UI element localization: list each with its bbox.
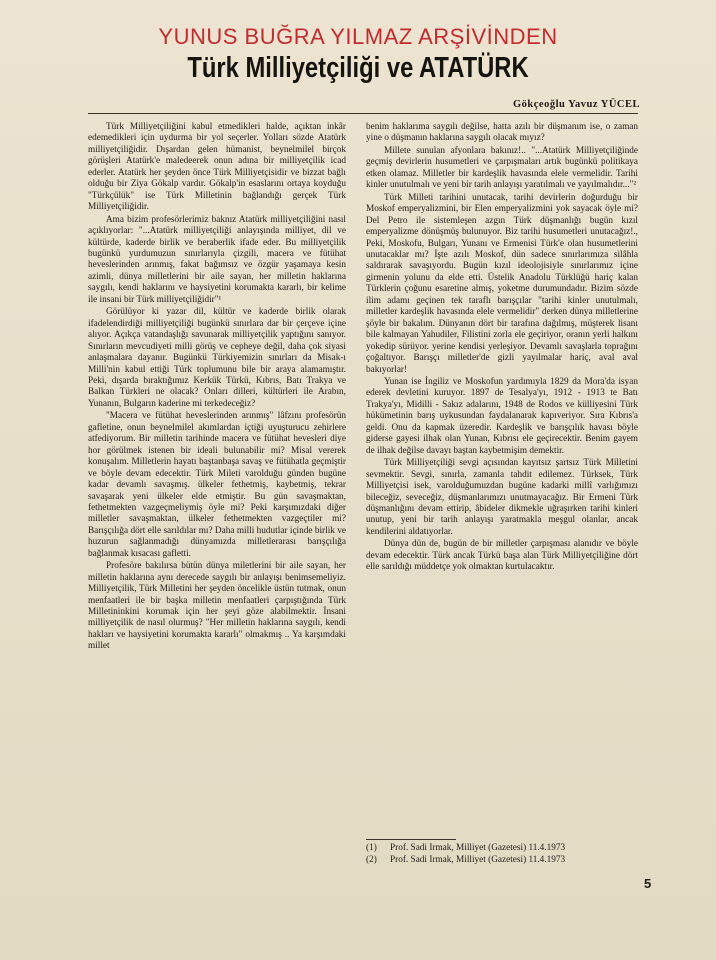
paragraph: Görülüyor ki yazar dil, kültür ve kaderde birlik olarak ifadelendirdiği milliyetçiliği bugünkü sınırlara dar bir çerçeve içine alıyor. Açıkça vatandaşlığı savunarak milliyetçilik yaptığını sanıyor. Sınırların mevcudiyeti milli görüş ve cepheye değil, daha çok siyasi anlaşmalara dayanır. Bugünkü Türkiyemizin sınırları da Misak-ı Milli'nin kabul ettiği Türk toplumunu bile bir araya alamamıştır. Peki, dışarda bıraktığımız Kerkük Türkü, Kıbrıs, Batı Trakya ve Balkan Türkleri ne olacak? Onları dilleri, kültürleri ile Arabın, Yunanın, Bulgarın kaderine mi terkedeceğiz? — [88, 307, 346, 409]
header-divider — [88, 113, 638, 114]
paragraph: Türk Milliyetçiliğini kabul etmedikleri halde, açıktan inkâr edemedikleri için uydurma bir yol seçerler. Yolları sözde Atatürk milliyetçiliğidir. Dışardan gelen hümanist, beynelmilel birçok görüşleri Atatürk'e maledeerek onun adına bir milliyetçilik icad ederler. Atatürk her şeyden önce Türk Milliyetçisidir ve bizzat bağlı olduğu bir Ziya Gökalp vardır. Gökalp'in esaslarını ortaya koyduğu "Türkçülük" ise Türk Milletinin bağlandığı gerçek Türk Milliyetçiliğidir. — [88, 122, 346, 213]
footnote-number: (2) — [366, 855, 377, 865]
footnote-text: Prof. Sadi Irmak, Milliyet (Gazetesi) 11.4.1973 — [390, 843, 566, 853]
paragraph: Ama bizim profesörlerimiz baknız Atatürk milliyetçiliğini nasıl açıklıyorlar: "...Atatürk milliyetçiliği anlayışında milliyet, dil ve kültürde, kaderde birlik ve beraberlik ifade eder. Bu milliyetçilik bugünkü yurdumuzun sınırlarıyla çizgili, macera ve fütühat heveslerinden arınmış, fakat bağımsız ve özgür yaşamaya kesin azimli, dünya milletlerini bir aile sayan, her milletin haklarına saygılı, kendi haklarını ve haysiyetini korumakta kararlı, bir kelime ile insani bir Türk milliyetçiliğidir"¹ — [88, 214, 346, 305]
paragraph: Millete sunulan afyonlara bakınız!.. "...Atatürk Milliyetçiliğinde geçmiş devirlerin husumetleri ve çarpışmaları artık bugünkü politikaya etken olamaz. Milletler bir kardeşlik havasında elele vermelidir. Tarihi kinler unutulmalı ve yeni bir tarih anlayışı yaratılmalı ve yayılmalıdır..."² — [366, 145, 638, 191]
paragraph: Türk Milliyetçiliği sevgi açısından kayıtsız şartsız Türk Milletini sevmektir. Sevgi, sınırla, zamanla tahdit edilemez. Türksek, Türk Milliyetçisi isek, varolduğumuzdan bugüne kadarki millî varlığımızı bileceğiz, seveceğiz, düşmanlarımızı unutmayacağız. Bir Ermeni Türk düşmanlığını devam ettirip, âbideler dikmekle uğraşırken tarihi kinleri unutup, yeni bir tarih anlayışı yaratmakla meşgul olanlar, ancak kendilerini aldatıyorlar. — [366, 458, 638, 537]
right-column — [366, 122, 638, 575]
footnotes — [366, 842, 638, 866]
left-column — [88, 122, 346, 654]
page-number: 5 — [644, 876, 652, 891]
paragraph: Yunan ise İngiliz ve Moskofun yardımıyla 1829 da Mora'da isyan ederek devletini kuruyor. 1897 de Tesalya'yı, 1912 - 1913 te Batı Trakya'yı, Midilli - Sakız adalarını, 1948 de Rodos ve külliyesini Türk hükümetinin barış uykusundan faydalanarak kapıveriyor. Sıra Kıbrıs'a geldi. Onu da kapmak üzeredir. Kardeşlik ve barışçılık havası böyle giderse gayesi ilhak olan Yunan, Kıbrısı ele geçirecektir. Benim gayem de ilhak değilse davayı baştan kaybetmişim demektir. — [366, 376, 638, 456]
footnote-divider — [366, 839, 456, 840]
paragraph: Dünya dün de, bugün de bir milletler çarpışması alanıdır ve böyle devam edecektir. Türk ancak Türkü başa alan Türk Milliyetçiliğine dört elle sarıldığı müddetçe yok olmaktan kurtulacaktır. — [366, 539, 638, 573]
paragraph: benim haklarıma saygılı değilse, hatta azılı bir düşmanım ise, o zaman yine o düşmanın haklarına saygılı olacak mıyız? — [366, 122, 638, 144]
footnote — [366, 842, 638, 854]
paragraph: Profesöre bakılırsa bütün dünya miletlerini bir aile sayan, her milletin haklarına aynı derecede saygılı bir anlayışı benimsemeliyiz. Milliyetçilik, Türk Milletini her şeyden öncelikle üstün tutmak, onun menfaatleri ile bir başka milletin menfaatleri çarpıştığında Türk Milletininkini korumak için her şeyi göze alabilmektir. İnsani milliyetçilik de nasıl olurmuş? "Her milletin haklarına saygılı, kendi hakları ve haysiyetini korumakta kararlı" olmakmış .. Ya karşımdaki millet — [88, 561, 346, 652]
article-author: Gökçeoğlu Yavuz YÜCEL — [513, 99, 640, 110]
paragraph: "Macera ve fütühat heveslerinden arınmış" lâfzını profesörün gafletine, onun beynelmilel akımlardan içtiği uyuşturucu zehirlere atfediyorum. Bir milletin tarihinde macera ve fütühat hevesleri diye hor görülmek istenen bir ideali bulunabilir mi? Misal vererek konuşalım. Milletlerin hayatı baştanbaşa savaş ve fütühatla geçmiştir ve böyle devam edecektir. Türk Mileti varolduğu günden bugüne kadar devamlı savaşmış. ülkeler fethetmiş, kaybetmiş, tekrar savaşarak yeni ülkeler elde etmiştir. Bu gün savaşmaktan, fethetmekten vazgeçmeliymiş öyle mi? Peki karşımızdaki diğer milletler savaşmaktan, ülkeler fethetmekten vazgeçtiler mi? Barışçılığa dört elle sarıldılar mı? Daha milli hudutlar içinde birlik ve huzurun sağlanmadığı dünyamızda milletlerarası barışçılığa bağlanmak kısacası gafletti. — [88, 411, 346, 559]
footnote — [366, 854, 638, 866]
article-title: Türk Milliyetçiliği ve ATATÜRK — [187, 52, 529, 84]
paragraph: Türk Milleti tarihini unutacak, tarihi devirlerin doğurduğu bir Moskof emperyalizmini, bir Elen emperyalizmini yok sayacak öyle mi? Del Petro ile sistemleşen azgın Türk düşmanlığı bugün kızıl emperyalizme dönüşmüş bulunuyor. Biz tarihi husumetleri unutacağız!., Peki, Moskofu, Bulgarı, Yunanı ve Ermenisi Türk'e olan husumetlerini unutacaklar mı? İşte azılı Moskof, dün sadece sınırlarımıza silâhla saldırarak savaşıyordu. Bugün kızıl ideolojisiyle sınırlarımız içine girmenin yolunu da elde etti. Üstelik Anadolu Türklüğü hariç kalan Türklerin çoğunu esaretine almış, yoketme durumundadır. Bizim sözde ilim adamı geçinen tek taraflı barışçılar "tarihi kinler unutulmalı, milletler kardeşlik havasında elele vermelidir" derken dünya milletlerine şöyle bir bakalım. Dünyanın dört bir tarafına dağılmış, müşterek lisanı bile kalmayan Yahudiler, Filistini zorla ele geçiriyor, oranın yerli halkını yokedip sürüyor. yerine kendisi yerleşiyor. Devamlı savaşlarla toprağını çoğaltıyor. Barışçı milletler'de gizli yayılmalar hariç, aval aval bakıyorlar! — [366, 192, 638, 375]
archive-label: YUNUS BUĞRA YILMAZ ARŞİVİNDEN — [158, 24, 558, 49]
footnote-number: (1) — [366, 843, 377, 853]
footnote-text: Prof. Sadi Irmak, Milliyet (Gazetesi) 11.4.1973 — [390, 855, 566, 865]
